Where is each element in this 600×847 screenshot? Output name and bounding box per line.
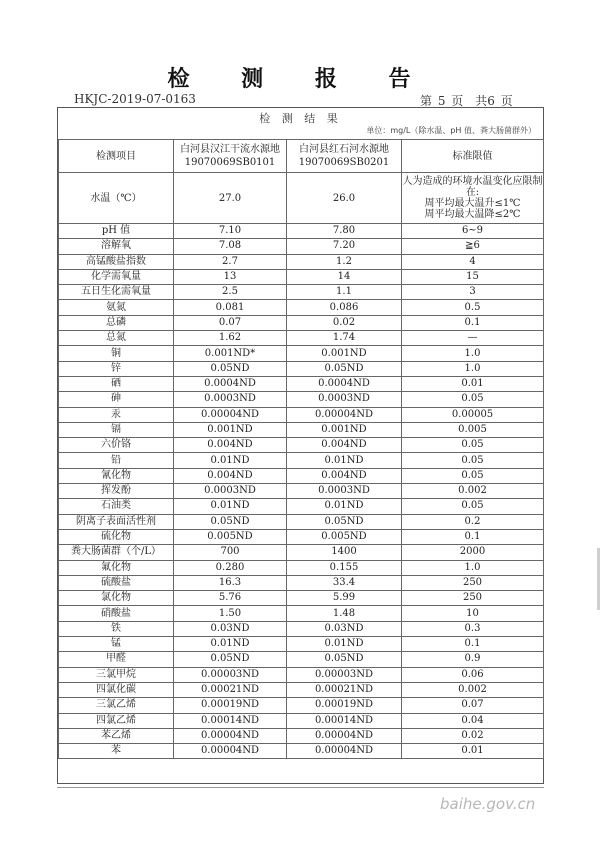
standard-limit: 250 <box>402 591 544 606</box>
item-name: 五日生化需氧量 <box>59 285 174 300</box>
site-b-value: 0.004ND <box>287 438 402 453</box>
site-a-value: 2.5 <box>174 285 287 300</box>
standard-limit: 0.02 <box>402 728 544 743</box>
table-row <box>59 422 544 437</box>
site-a-value: 0.001ND* <box>174 346 287 361</box>
standard-limit: 6~9 <box>402 224 544 239</box>
item-name: 硫化物 <box>59 529 174 544</box>
standard-limit <box>402 173 544 224</box>
table-row <box>59 346 544 361</box>
standard-limit: 0.1 <box>402 315 544 330</box>
item-name: 溶解氧 <box>59 239 174 254</box>
site-a-value: 7.10 <box>174 224 287 239</box>
site-a-value: 0.00021ND <box>174 682 287 697</box>
table-row <box>59 484 544 499</box>
standard-line: 周平均最大温降≤2℃ <box>424 209 521 220</box>
site-a-value: 7.08 <box>174 239 287 254</box>
site-b-value: 7.80 <box>287 224 402 239</box>
item-name: 铅 <box>59 453 174 468</box>
item-name: 苯乙烯 <box>59 728 174 743</box>
site-b-value: 1.48 <box>287 606 402 621</box>
site-b-value: 7.20 <box>287 239 402 254</box>
item-name: 镉 <box>59 422 174 437</box>
item-name: 锌 <box>59 361 174 376</box>
site-b-value: 0.02 <box>287 315 402 330</box>
standard-limit: 0.9 <box>402 652 544 667</box>
table-row <box>59 224 544 239</box>
item-name: 铜 <box>59 346 174 361</box>
table-row <box>59 376 544 391</box>
header-site-b-name: 白河县红石河水源地 <box>299 144 389 155</box>
site-a-value: 13 <box>174 269 287 284</box>
results-section-title: 检 测 结 果 <box>259 112 342 125</box>
site-b-value: 0.0003ND <box>287 392 402 407</box>
page-info: 第 5 页 共6 页 <box>420 94 513 108</box>
site-a-value: 0.00004ND <box>174 728 287 743</box>
item-name: 锰 <box>59 637 174 652</box>
standard-limit: 10 <box>402 606 544 621</box>
site-b-value: 0.004ND <box>287 468 402 483</box>
site-a-value: 0.00004ND <box>174 744 287 759</box>
site-b-value: 0.001ND <box>287 346 402 361</box>
standard-line: 周平均最大温升≤1℃ <box>424 198 521 209</box>
site-a-value: 0.05ND <box>174 652 287 667</box>
site-watermark: baihe.gov.cn <box>440 795 536 813</box>
site-a-value: 0.07 <box>174 315 287 330</box>
standard-limit: 1.0 <box>402 346 544 361</box>
standard-limit: 4 <box>402 254 544 269</box>
standard-limit: — <box>402 331 544 346</box>
table-row <box>59 514 544 529</box>
site-a-value: 2.7 <box>174 254 287 269</box>
site-a-value: 0.004ND <box>174 438 287 453</box>
table-row <box>59 239 544 254</box>
table-row <box>59 468 544 483</box>
table-row <box>59 392 544 407</box>
site-b-value: 0.05ND <box>287 514 402 529</box>
site-b-value: 26.0 <box>287 173 402 224</box>
table-row <box>59 545 544 560</box>
site-a-value: 0.0003ND <box>174 484 287 499</box>
item-name: 总氮 <box>59 331 174 346</box>
site-b-value: 0.00014ND <box>287 713 402 728</box>
header-site-a-sample: 19070069SB0101 <box>184 157 276 168</box>
standard-line: 人为造成的环境水温变化应限制 <box>402 176 543 187</box>
site-b-value: 0.01ND <box>287 499 402 514</box>
header-standard: 标准限值 <box>402 140 544 173</box>
site-b-value: 0.00021ND <box>287 682 402 697</box>
standard-limit: 250 <box>402 575 544 590</box>
standard-limit: 0.1 <box>402 529 544 544</box>
standard-limit: 0.005 <box>402 422 544 437</box>
results-table <box>58 139 544 759</box>
site-a-value: 16.3 <box>174 575 287 590</box>
site-a-value: 0.00003ND <box>174 667 287 682</box>
standard-limit: 0.002 <box>402 484 544 499</box>
table-row <box>59 682 544 697</box>
site-a-value: 0.280 <box>174 560 287 575</box>
table-row <box>59 652 544 667</box>
table-row <box>59 499 544 514</box>
site-a-value: 0.05ND <box>174 514 287 529</box>
table-row <box>59 713 544 728</box>
item-name: 石油类 <box>59 499 174 514</box>
table-row <box>59 667 544 682</box>
site-a-value: 0.00004ND <box>174 407 287 422</box>
table-row <box>59 300 544 315</box>
standard-limit: 0.05 <box>402 453 544 468</box>
standard-limit: ≧6 <box>402 239 544 254</box>
site-b-value: 0.0004ND <box>287 376 402 391</box>
unit-note: 单位：mg/L（除水温、pH 值、粪大肠菌群外） <box>366 126 536 135</box>
standard-limit: 0.01 <box>402 376 544 391</box>
item-name: 三氯甲烷 <box>59 667 174 682</box>
table-row <box>59 453 544 468</box>
site-b-value: 0.00004ND <box>287 407 402 422</box>
standard-limit: 0.01 <box>402 744 544 759</box>
site-a-value: 27.0 <box>174 173 287 224</box>
site-b-value: 1.2 <box>287 254 402 269</box>
site-b-value: 0.03ND <box>287 621 402 636</box>
site-a-value: 1.62 <box>174 331 287 346</box>
site-a-value: 0.004ND <box>174 468 287 483</box>
item-name: 硝酸盐 <box>59 606 174 621</box>
document-number: HKJC-2019-07-0163 <box>74 92 196 106</box>
site-b-value: 0.0003ND <box>287 484 402 499</box>
standard-limit: 0.00005 <box>402 407 544 422</box>
standard-limit: 0.05 <box>402 392 544 407</box>
site-b-value: 0.155 <box>287 560 402 575</box>
site-b-value: 0.001ND <box>287 422 402 437</box>
table-row <box>59 361 544 376</box>
header-site-a-name: 白河县汉江干流水源地 <box>180 144 280 155</box>
item-name: 氟化物 <box>59 560 174 575</box>
item-name: 四氯乙烯 <box>59 713 174 728</box>
item-name: 水温（℃） <box>59 173 174 224</box>
site-a-value: 0.01ND <box>174 453 287 468</box>
site-a-value: 0.00019ND <box>174 698 287 713</box>
site-a-value: 0.01ND <box>174 499 287 514</box>
standard-limit: 2000 <box>402 545 544 560</box>
table-row <box>59 560 544 575</box>
site-a-value: 1.50 <box>174 606 287 621</box>
standard-limit: 0.3 <box>402 621 544 636</box>
standard-limit: 0.07 <box>402 698 544 713</box>
site-b-value: 0.005ND <box>287 529 402 544</box>
item-name: 苯 <box>59 744 174 759</box>
standard-limit: 0.05 <box>402 438 544 453</box>
table-row <box>59 315 544 330</box>
item-name: 六价铬 <box>59 438 174 453</box>
table-row <box>59 728 544 743</box>
standard-limit: 1.0 <box>402 361 544 376</box>
item-name: 汞 <box>59 407 174 422</box>
table-row <box>59 637 544 652</box>
table-row <box>59 254 544 269</box>
table-row <box>59 438 544 453</box>
footer-divider <box>57 787 544 788</box>
table-row <box>59 575 544 590</box>
site-b-value: 0.05ND <box>287 652 402 667</box>
item-name: 铁 <box>59 621 174 636</box>
site-a-value: 0.03ND <box>174 621 287 636</box>
site-b-value: 0.01ND <box>287 637 402 652</box>
item-name: 总磷 <box>59 315 174 330</box>
site-b-value: 33.4 <box>287 575 402 590</box>
site-b-value: 0.00003ND <box>287 667 402 682</box>
standard-limit: 15 <box>402 269 544 284</box>
table-row <box>59 698 544 713</box>
item-name: 氨氮 <box>59 300 174 315</box>
site-b-value: 0.00019ND <box>287 698 402 713</box>
header-site-b-sample: 19070069SB0201 <box>298 157 390 168</box>
site-b-value: 14 <box>287 269 402 284</box>
standard-limit: 0.06 <box>402 667 544 682</box>
standard-limit: 0.05 <box>402 499 544 514</box>
site-a-value: 5.76 <box>174 591 287 606</box>
standard-limit: 0.5 <box>402 300 544 315</box>
header-site-b <box>287 140 402 173</box>
item-name: 氯化物 <box>59 591 174 606</box>
table-row <box>59 407 544 422</box>
site-b-value: 0.01ND <box>287 453 402 468</box>
site-a-value: 0.081 <box>174 300 287 315</box>
standard-limit: 1.0 <box>402 560 544 575</box>
table-row <box>59 529 544 544</box>
report-title: 检 测 报 告 <box>167 66 433 92</box>
site-a-value: 0.005ND <box>174 529 287 544</box>
standard-limit: 0.05 <box>402 468 544 483</box>
site-b-value: 5.99 <box>287 591 402 606</box>
table-row <box>59 606 544 621</box>
site-b-value: 0.00004ND <box>287 728 402 743</box>
table-row <box>59 285 544 300</box>
site-a-value: 0.01ND <box>174 637 287 652</box>
header-site-a <box>174 140 287 173</box>
table-row <box>59 269 544 284</box>
item-name: 化学需氧量 <box>59 269 174 284</box>
site-b-value: 1400 <box>287 545 402 560</box>
site-a-value: 0.001ND <box>174 422 287 437</box>
header-item: 检测项目 <box>59 140 174 173</box>
site-a-value: 0.05ND <box>174 361 287 376</box>
item-name: 粪大肠菌群（个/L） <box>59 545 174 560</box>
site-a-value: 0.0004ND <box>174 376 287 391</box>
site-a-value: 0.00014ND <box>174 713 287 728</box>
item-name: 四氯化碳 <box>59 682 174 697</box>
site-b-value: 0.00004ND <box>287 744 402 759</box>
item-name: 甲醛 <box>59 652 174 667</box>
standard-limit: 0.2 <box>402 514 544 529</box>
site-a-value: 700 <box>174 545 287 560</box>
table-row-temperature <box>59 173 544 224</box>
table-row <box>59 591 544 606</box>
item-name: 高锰酸盐指数 <box>59 254 174 269</box>
item-name: 硫酸盐 <box>59 575 174 590</box>
standard-limit: 0.1 <box>402 637 544 652</box>
site-a-value: 0.0003ND <box>174 392 287 407</box>
standard-limit: 3 <box>402 285 544 300</box>
site-b-value: 0.05ND <box>287 361 402 376</box>
site-b-value: 0.086 <box>287 300 402 315</box>
item-name: 挥发酚 <box>59 484 174 499</box>
standard-limit: 0.04 <box>402 713 544 728</box>
item-name: 氰化物 <box>59 468 174 483</box>
standard-limit: 0.002 <box>402 682 544 697</box>
table-row <box>59 331 544 346</box>
item-name: 砷 <box>59 392 174 407</box>
item-name: 阴离子表面活性剂 <box>59 514 174 529</box>
site-b-value: 1.74 <box>287 331 402 346</box>
table-header-row <box>59 140 544 173</box>
table-row <box>59 621 544 636</box>
item-name: 硒 <box>59 376 174 391</box>
table-row <box>59 744 544 759</box>
standard-line: 在: <box>465 187 480 198</box>
item-name: pH 值 <box>59 224 174 239</box>
item-name: 三氯乙烯 <box>59 698 174 713</box>
site-b-value: 1.1 <box>287 285 402 300</box>
